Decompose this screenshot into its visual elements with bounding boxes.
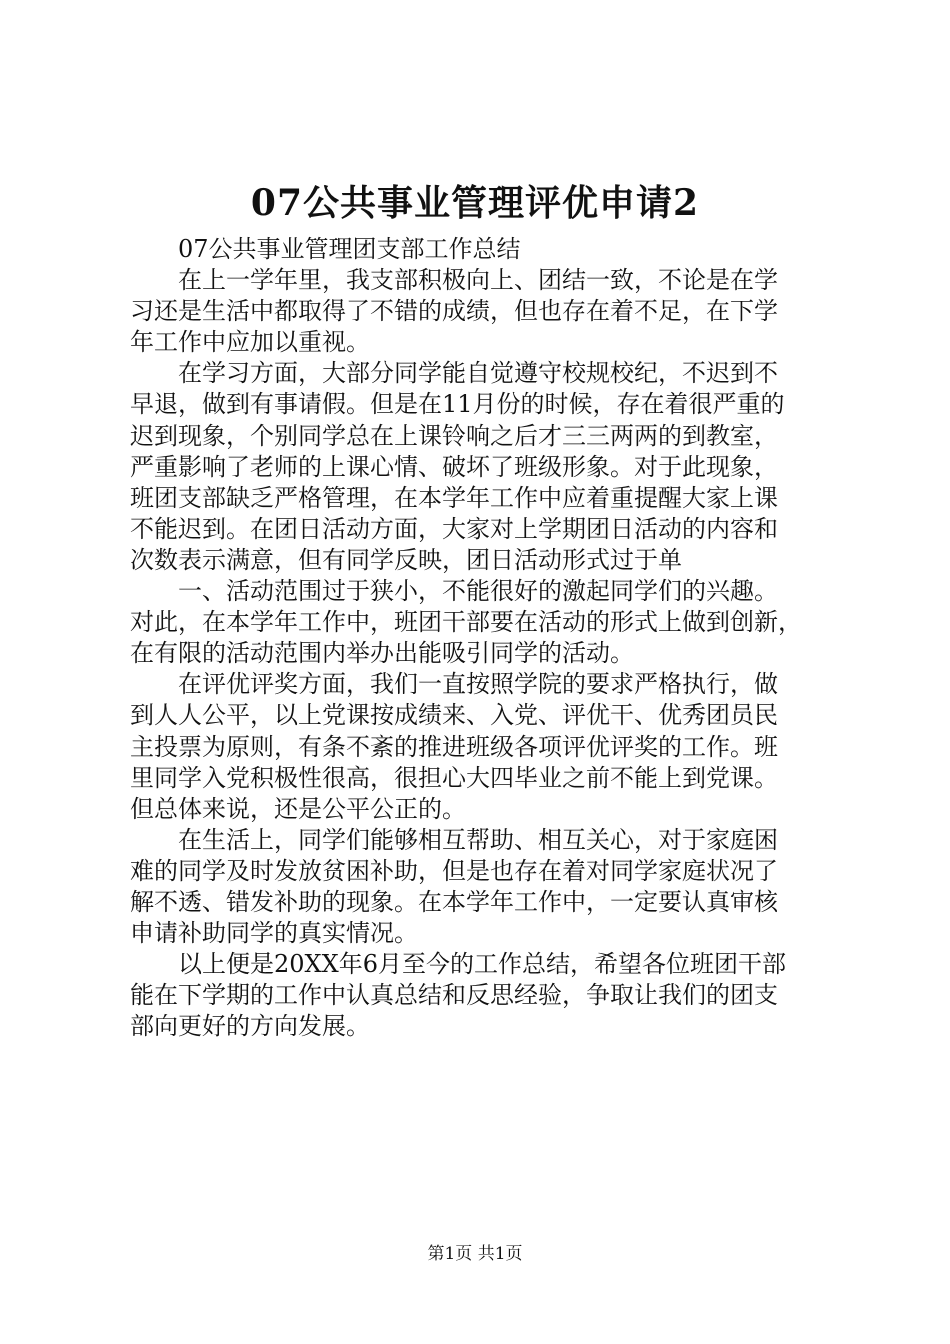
text-line: 在学习方面，大部分同学能自觉遵守校规校纪，不迟到不 — [178, 359, 778, 388]
page-number: 第1页 共1页 — [427, 1244, 523, 1264]
text-line: 里同学入党积极性很高，很担心大四毕业之前不能上到党课。 — [130, 763, 778, 792]
text-line: 申请补助同学的真实情况。 — [130, 919, 418, 948]
text-line: 对此，在本学年工作中，班团干部要在活动的形式上做到创新， — [130, 608, 802, 637]
text-line: 能在下学期的工作中认真总结和反思经验，争取让我们的团支 — [130, 981, 778, 1010]
text-line: 在上一学年里，我支部积极向上、团结一致，不论是在学 — [178, 266, 778, 295]
text-line: 早退，做到有事请假。但是在11月份的时候，存在着很严重的 — [130, 390, 785, 419]
text-line: 在生活上，同学们能够相互帮助、相互关心，对于家庭困 — [178, 825, 778, 854]
text-line: 主投票为原则，有条不紊的推进班级各项评优评奖的工作。班 — [130, 732, 778, 761]
text-line: 解不透、错发补助的现象。在本学年工作中，一定要认真审核 — [130, 887, 778, 916]
text-line: 难的同学及时发放贫困补助，但是也存在着对同学家庭状况了 — [130, 856, 778, 885]
document-title: 07公共事业管理评优申请2 — [250, 182, 700, 224]
text-line: 严重影响了老师的上课心情、破坏了班级形象。对于此现象， — [130, 452, 778, 481]
text-line: 次数表示满意，但有同学反映，团日活动形式过于单 — [130, 545, 682, 574]
text-line: 以上便是20XX年6月至今的工作总结，希望各位班团干部 — [178, 950, 786, 979]
text-line: 在评优评奖方面，我们一直按照学院的要求严格执行，做 — [178, 670, 778, 699]
text-line: 到人人公平，以上党课按成绩来、入党、评优干、优秀团员民 — [130, 701, 778, 730]
text-line: 不能迟到。在团日活动方面，大家对上学期团日活动的内容和 — [130, 514, 778, 543]
text-line: 在有限的活动范围内举办出能吸引同学的活动。 — [130, 639, 634, 668]
text-line: 迟到现象，个别同学总在上课铃响之后才三三两两的到教室， — [130, 421, 778, 450]
section-heading: 07公共事业管理团支部工作总结 — [178, 235, 521, 263]
text-line: 年工作中应加以重视。 — [130, 328, 370, 357]
document-body — [130, 234, 830, 1042]
text-line: 班团支部缺乏严格管理，在本学年工作中应着重提醒大家上课 — [130, 483, 778, 512]
text-line: 部向更好的方向发展。 — [130, 1012, 370, 1041]
text-line: 习还是生活中都取得了不错的成绩，但也存在着不足，在下学 — [130, 297, 778, 326]
text-line: 但总体来说，还是公平公正的。 — [130, 794, 466, 823]
text-line: 一、活动范围过于狭小，不能很好的激起同学们的兴趣。 — [178, 577, 778, 606]
